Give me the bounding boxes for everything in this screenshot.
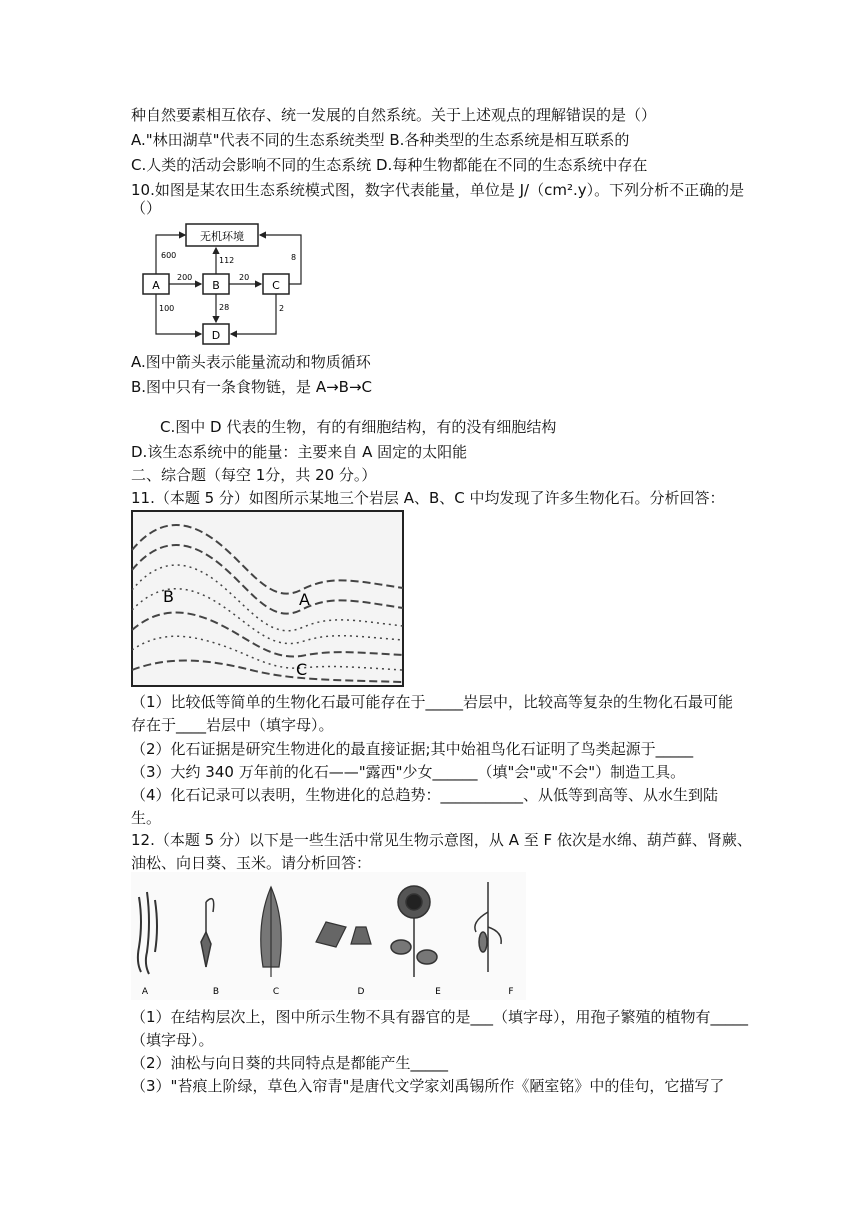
label-28: 28	[219, 303, 230, 312]
question-12-1-cont: （填字母）。	[131, 1031, 214, 1049]
option-line: B.图中只有一条食物链，是 A→B→C	[131, 378, 372, 396]
label-600: 600	[161, 251, 177, 260]
question-11-1-cont: 存在于____岩层中（填字母）。	[131, 716, 334, 734]
question-10-bracket: （）	[131, 199, 162, 217]
label-2: 2	[279, 304, 285, 313]
plant-label-B: B	[212, 987, 220, 997]
rock-label-B: B	[163, 587, 174, 606]
question-11-4: （4）化石记录可以表明，生物进化的总趋势：___________、从低等到高等、从水生到陆	[131, 786, 719, 804]
node-A: A	[152, 279, 160, 292]
rock-label-A: A	[299, 590, 310, 609]
plant-label-A: A	[141, 987, 149, 997]
label-200: 200	[177, 273, 193, 282]
section-heading: 二、综合题（每空 1分，共 20 分。）	[131, 466, 377, 484]
question-12: 12.（本题 5 分）以下是一些生活中常见生物示意图，从 A 至 F 依次是水绵、葫芦藓、肾蕨、	[131, 831, 752, 849]
label-20: 20	[239, 273, 250, 282]
env-box-label: 无机环境	[200, 230, 244, 243]
plant-label-F: F	[508, 987, 514, 997]
node-C: C	[272, 279, 280, 292]
label-100: 100	[159, 304, 175, 313]
question-12-cont: 油松、向日葵、玉米。请分析回答：	[131, 854, 372, 872]
node-B: B	[212, 279, 220, 292]
question-11: 11.（本题 5 分）如图所示某地三个岩层 A、B、C 中均发现了许多生物化石。分析回答：	[131, 489, 725, 507]
option-line: A.图中箭头表示能量流动和物质循环	[131, 353, 371, 371]
question-11-4-cont: 生。	[131, 809, 162, 827]
question-12-1: （1）在结构层次上，图中所示生物不具有器官的是___（填字母），用孢子繁殖的植物有_____	[131, 1008, 749, 1026]
question-12-3: （3）"苔痕上阶绿，草色入帘青"是唐代文学家刘禹锡所作《陋室铭》中的佳句，它描写了	[131, 1077, 725, 1095]
question-11-3: （3）大约 340 万年前的化石——"露西"少女______（填"会"或"不会"）制造工具。	[131, 763, 686, 781]
plants-figure	[131, 872, 526, 1000]
option-line: C.图中 D 代表的生物，有的有细胞结构，有的没有细胞结构	[160, 418, 557, 436]
food-web-diagram	[131, 218, 311, 348]
question-11-1: （1）比较低等简单的生物化石最可能存在于_____岩层中，比较高等复杂的生物化石最可能	[131, 693, 734, 711]
question-10: 10.如图是某农田生态系统模式图，数字代表能量，单位是 J/（cm².y）。下列分析不正确的是	[131, 181, 745, 199]
question-11-2: （2）化石证据是研究生物进化的最直接证据;其中始祖鸟化石证明了鸟类起源于_____	[131, 740, 694, 758]
plant-label-E: E	[435, 987, 441, 997]
rock-layers-figure	[131, 510, 404, 687]
option-line: A."林田湖草"代表不同的生态系统类型 B.各种类型的生态系统是相互联系的	[131, 131, 630, 149]
option-line: C.人类的活动会影响不同的生态系统 D.每种生物都能在不同的生态系统中存在	[131, 156, 648, 174]
node-D: D	[211, 329, 221, 342]
option-line: D.该生态系统中的能量：主要来自 A 固定的太阳能	[131, 443, 468, 461]
label-8: 8	[291, 253, 297, 262]
label-112: 112	[219, 256, 235, 265]
text-line: 种自然要素相互依存、统一发展的自然系统。关于上述观点的理解错误的是（）	[131, 106, 657, 124]
rock-label-C: C	[296, 660, 308, 679]
question-12-2: （2）油松与向日葵的共同特点是都能产生_____	[131, 1054, 449, 1072]
plant-label-C: C	[272, 987, 280, 997]
plant-label-D: D	[357, 987, 365, 997]
